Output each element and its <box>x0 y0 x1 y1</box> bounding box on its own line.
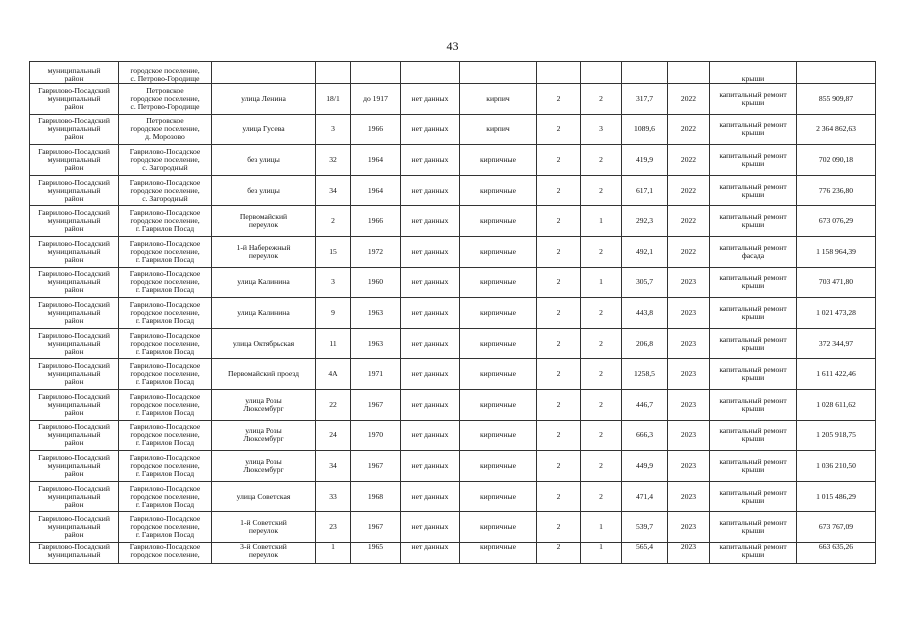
cell-entrances: 2 <box>581 298 622 329</box>
cell-settlement: Гаврилово-Посадское городское поселение, г. Гаврилов Посад <box>119 298 212 329</box>
cell-street: без улицы <box>212 145 316 176</box>
cell-floors: 2 <box>537 114 581 145</box>
cell-street: 1-й Набережный переулок <box>212 236 316 267</box>
cell-work: капитальный ремонт крыши <box>710 420 797 451</box>
cell-house: 9 <box>316 298 351 329</box>
cell-settlement: Гаврилово-Посадское городское поселение, с. Загородный <box>119 145 212 176</box>
cell-district: Гаврилово-Посадский муниципальный район <box>30 389 119 420</box>
cell-year2: нет данных <box>401 145 460 176</box>
table-row <box>30 145 876 176</box>
cell-material: кирпичные <box>460 542 537 563</box>
cell-area: 449,9 <box>622 451 668 482</box>
cell-material: кирпичные <box>460 451 537 482</box>
table-row <box>30 267 876 298</box>
cell-floors: 2 <box>537 512 581 543</box>
table-row <box>30 359 876 390</box>
cell-entrances: 2 <box>581 84 622 115</box>
cell-area <box>622 62 668 84</box>
cell-year2: нет данных <box>401 451 460 482</box>
cell-year: 1967 <box>351 389 401 420</box>
cell-settlement: Гаврилово-Посадское городское поселение, г. Гаврилов Посад <box>119 389 212 420</box>
table-row <box>30 542 876 563</box>
table-row <box>30 175 876 206</box>
cell-street: улица Гусева <box>212 114 316 145</box>
cell-street <box>212 62 316 84</box>
cell-street: 3-й Советский переулок <box>212 542 316 563</box>
cell-street: улица Розы Люксембург <box>212 389 316 420</box>
housing-repair-table <box>29 61 876 564</box>
cell-year2: нет данных <box>401 206 460 237</box>
cell-plan-year: 2022 <box>668 206 710 237</box>
cell-plan-year: 2023 <box>668 542 710 563</box>
cell-work: капитальный ремонт крыши <box>710 298 797 329</box>
cell-year: 1966 <box>351 206 401 237</box>
cell-plan-year: 2022 <box>668 114 710 145</box>
table-row <box>30 481 876 512</box>
cell-area: 446,7 <box>622 389 668 420</box>
cell-year2: нет данных <box>401 328 460 359</box>
cell-house: 15 <box>316 236 351 267</box>
cell-cost: 372 344,97 <box>797 328 876 359</box>
cell-house: 32 <box>316 145 351 176</box>
cell-entrances: 2 <box>581 389 622 420</box>
cell-plan-year: 2022 <box>668 236 710 267</box>
cell-plan-year: 2023 <box>668 267 710 298</box>
cell-street: Первомайский переулок <box>212 206 316 237</box>
cell-year2: нет данных <box>401 175 460 206</box>
cell-year2: нет данных <box>401 114 460 145</box>
cell-year: 1965 <box>351 542 401 563</box>
cell-street: улица Калинина <box>212 267 316 298</box>
cell-cost: 703 471,80 <box>797 267 876 298</box>
cell-plan-year: 2023 <box>668 512 710 543</box>
cell-work: капитальный ремонт крыши <box>710 175 797 206</box>
table-row <box>30 298 876 329</box>
cell-entrances: 2 <box>581 145 622 176</box>
cell-area: 539,7 <box>622 512 668 543</box>
cell-floors: 2 <box>537 481 581 512</box>
cell-plan-year: 2022 <box>668 175 710 206</box>
cell-year: 1970 <box>351 420 401 451</box>
cell-street: улица Розы Люксембург <box>212 420 316 451</box>
cell-area: 471,4 <box>622 481 668 512</box>
table-row <box>30 420 876 451</box>
cell-material: кирпичные <box>460 328 537 359</box>
cell-work: капитальный ремонт крыши <box>710 542 797 563</box>
cell-cost: 1 015 486,29 <box>797 481 876 512</box>
cell-material: кирпичные <box>460 236 537 267</box>
table-row <box>30 512 876 543</box>
cell-area: 292,3 <box>622 206 668 237</box>
cell-cost: 855 909,87 <box>797 84 876 115</box>
cell-house: 1 <box>316 542 351 563</box>
cell-street: без улицы <box>212 175 316 206</box>
cell-plan-year: 2023 <box>668 298 710 329</box>
cell-entrances: 1 <box>581 267 622 298</box>
cell-district: Гаврилово-Посадский муниципальный район <box>30 328 119 359</box>
cell-district: Гаврилово-Посадский муниципальный район <box>30 451 119 482</box>
cell-district: Гаврилово-Посадский муниципальный район <box>30 298 119 329</box>
cell-year: 1972 <box>351 236 401 267</box>
cell-entrances: 2 <box>581 328 622 359</box>
cell-material: кирпичные <box>460 175 537 206</box>
cell-street: улица Октябрьская <box>212 328 316 359</box>
cell-work: капитальный ремонт крыши <box>710 359 797 390</box>
table-row-partial-top <box>30 62 876 84</box>
cell-house: 2 <box>316 206 351 237</box>
cell-year2: нет данных <box>401 389 460 420</box>
cell-plan-year: 2023 <box>668 481 710 512</box>
cell-settlement: Гаврилово-Посадское городское поселение, г. Гаврилов Посад <box>119 359 212 390</box>
page-number: 43 <box>446 39 459 53</box>
cell-year2 <box>401 62 460 84</box>
cell-cost: 673 076,29 <box>797 206 876 237</box>
cell-material: кирпичные <box>460 512 537 543</box>
cell-area: 617,1 <box>622 175 668 206</box>
cell-year: 1968 <box>351 481 401 512</box>
cell-street: улица Калинина <box>212 298 316 329</box>
cell-district: Гаврилово-Посадский муниципальный район <box>30 175 119 206</box>
cell-floors: 2 <box>537 542 581 563</box>
cell-district: Гаврилово-Посадский муниципальный район <box>30 420 119 451</box>
cell-entrances: 1 <box>581 206 622 237</box>
cell-cost: 1 205 918,75 <box>797 420 876 451</box>
cell-floors: 2 <box>537 420 581 451</box>
cell-floors: 2 <box>537 206 581 237</box>
cell-house: 34 <box>316 175 351 206</box>
cell-material <box>460 62 537 84</box>
cell-area: 419,9 <box>622 145 668 176</box>
cell-work: капитальный ремонт крыши <box>710 389 797 420</box>
cell-house: 23 <box>316 512 351 543</box>
cell-year2: нет данных <box>401 298 460 329</box>
table-row <box>30 451 876 482</box>
cell-area: 317,7 <box>622 84 668 115</box>
cell-street: улица Ленина <box>212 84 316 115</box>
cell-material: кирпичные <box>460 389 537 420</box>
cell-street: 1-й Советский переулок <box>212 512 316 543</box>
cell-year2: нет данных <box>401 481 460 512</box>
cell-cost: 1 021 473,28 <box>797 298 876 329</box>
cell-street: улица Розы Люксембург <box>212 451 316 482</box>
cell-settlement: Гаврилово-Посадское городское поселение, г. Гаврилов Посад <box>119 481 212 512</box>
cell-floors <box>537 62 581 84</box>
cell-settlement: Гаврилово-Посадское городское поселение, г. Гаврилов Посад <box>119 328 212 359</box>
cell-street: Первомайский проезд <box>212 359 316 390</box>
cell-year <box>351 62 401 84</box>
cell-area: 305,7 <box>622 267 668 298</box>
cell-floors: 2 <box>537 359 581 390</box>
table-body <box>30 62 876 564</box>
cell-material: кирпичные <box>460 420 537 451</box>
cell-district: Гаврилово-Посадский муниципальный район <box>30 114 119 145</box>
cell-house: 22 <box>316 389 351 420</box>
cell-floors: 2 <box>537 298 581 329</box>
cell-plan-year: 2023 <box>668 451 710 482</box>
cell-material: кирпичные <box>460 267 537 298</box>
cell-work: капитальный ремонт крыши <box>710 451 797 482</box>
cell-work: капитальный ремонт крыши <box>710 206 797 237</box>
cell-settlement: Гаврилово-Посадское городское поселение, г. Гаврилов Посад <box>119 512 212 543</box>
cell-cost <box>797 62 876 84</box>
cell-work: капитальный ремонт крыши <box>710 267 797 298</box>
cell-floors: 2 <box>537 84 581 115</box>
cell-entrances: 2 <box>581 451 622 482</box>
cell-plan-year: 2023 <box>668 389 710 420</box>
cell-cost: 776 236,80 <box>797 175 876 206</box>
cell-year: 1971 <box>351 359 401 390</box>
cell-settlement: Петровское городское поселение, с. Петрово-Городище <box>119 84 212 115</box>
cell-cost: 2 364 862,63 <box>797 114 876 145</box>
table-row <box>30 206 876 237</box>
cell-area: 443,8 <box>622 298 668 329</box>
cell-year2: нет данных <box>401 420 460 451</box>
cell-floors: 2 <box>537 267 581 298</box>
cell-year: 1964 <box>351 175 401 206</box>
cell-entrances: 2 <box>581 420 622 451</box>
cell-plan-year <box>668 62 710 84</box>
cell-area: 1089,6 <box>622 114 668 145</box>
cell-material: кирпичные <box>460 145 537 176</box>
cell-house: 3 <box>316 114 351 145</box>
cell-floors: 2 <box>537 389 581 420</box>
cell-material: кирпичные <box>460 481 537 512</box>
cell-cost: 1 158 964,39 <box>797 236 876 267</box>
table-row <box>30 236 876 267</box>
cell-cost: 673 767,09 <box>797 512 876 543</box>
cell-district: Гаврилово-Посадский муниципальный район <box>30 359 119 390</box>
cell-material: кирпичные <box>460 298 537 329</box>
cell-material: кирпич <box>460 84 537 115</box>
cell-plan-year: 2023 <box>668 359 710 390</box>
cell-work: крыши <box>710 62 797 84</box>
cell-house <box>316 62 351 84</box>
cell-house: 33 <box>316 481 351 512</box>
cell-work: капитальный ремонт крыши <box>710 84 797 115</box>
cell-floors: 2 <box>537 175 581 206</box>
cell-work: капитальный ремонт крыши <box>710 114 797 145</box>
cell-district: Гаврилово-Посадский муниципальный район <box>30 236 119 267</box>
cell-year: 1963 <box>351 328 401 359</box>
cell-work: капитальный ремонт крыши <box>710 328 797 359</box>
cell-floors: 2 <box>537 328 581 359</box>
cell-entrances: 2 <box>581 359 622 390</box>
cell-street: улица Советская <box>212 481 316 512</box>
cell-settlement: Петровское городское поселение, д. Морозово <box>119 114 212 145</box>
cell-settlement: Гаврилово-Посадское городское поселение, г. Гаврилов Посад <box>119 451 212 482</box>
cell-cost: 663 635,26 <box>797 542 876 563</box>
cell-entrances: 1 <box>581 512 622 543</box>
cell-year: 1964 <box>351 145 401 176</box>
cell-year2: нет данных <box>401 542 460 563</box>
cell-year: 1966 <box>351 114 401 145</box>
cell-plan-year: 2022 <box>668 84 710 115</box>
cell-plan-year: 2023 <box>668 328 710 359</box>
cell-entrances: 2 <box>581 175 622 206</box>
cell-plan-year: 2022 <box>668 145 710 176</box>
cell-cost: 1 611 422,46 <box>797 359 876 390</box>
cell-settlement: Гаврилово-Посадское городское поселение, <box>119 542 212 563</box>
cell-work: капитальный ремонт крыши <box>710 481 797 512</box>
cell-entrances: 2 <box>581 481 622 512</box>
cell-cost: 702 090,18 <box>797 145 876 176</box>
cell-house: 11 <box>316 328 351 359</box>
cell-cost: 1 028 611,62 <box>797 389 876 420</box>
cell-settlement: городское поселение, с. Петрово-Городище <box>119 62 212 84</box>
cell-year: 1960 <box>351 267 401 298</box>
cell-house: 18/1 <box>316 84 351 115</box>
cell-area: 666,3 <box>622 420 668 451</box>
cell-year2: нет данных <box>401 267 460 298</box>
cell-district: Гаврилово-Посадский муниципальный <box>30 542 119 563</box>
cell-entrances: 3 <box>581 114 622 145</box>
cell-house: 34 <box>316 451 351 482</box>
cell-entrances: 2 <box>581 236 622 267</box>
cell-district: муниципальный район <box>30 62 119 84</box>
cell-work: капитальный ремонт крыши <box>710 145 797 176</box>
table-row <box>30 114 876 145</box>
cell-entrances <box>581 62 622 84</box>
cell-year2: нет данных <box>401 84 460 115</box>
cell-district: Гаврилово-Посадский муниципальный район <box>30 512 119 543</box>
table-row <box>30 84 876 115</box>
cell-district: Гаврилово-Посадский муниципальный район <box>30 145 119 176</box>
cell-district: Гаврилово-Посадский муниципальный район <box>30 206 119 237</box>
cell-year: 1967 <box>351 451 401 482</box>
cell-settlement: Гаврилово-Посадское городское поселение, г. Гаврилов Посад <box>119 236 212 267</box>
cell-year: до 1917 <box>351 84 401 115</box>
cell-year: 1967 <box>351 512 401 543</box>
cell-year: 1963 <box>351 298 401 329</box>
cell-year2: нет данных <box>401 512 460 543</box>
cell-settlement: Гаврилово-Посадское городское поселение, г. Гаврилов Посад <box>119 267 212 298</box>
cell-work: капитальный ремонт крыши <box>710 512 797 543</box>
cell-area: 565,4 <box>622 542 668 563</box>
cell-plan-year: 2023 <box>668 420 710 451</box>
cell-floors: 2 <box>537 236 581 267</box>
cell-entrances: 1 <box>581 542 622 563</box>
cell-district: Гаврилово-Посадский муниципальный район <box>30 84 119 115</box>
cell-floors: 2 <box>537 145 581 176</box>
cell-district: Гаврилово-Посадский муниципальный район <box>30 481 119 512</box>
cell-area: 206,8 <box>622 328 668 359</box>
table-row <box>30 389 876 420</box>
cell-settlement: Гаврилово-Посадское городское поселение, г. Гаврилов Посад <box>119 206 212 237</box>
cell-area: 1258,5 <box>622 359 668 390</box>
cell-area: 492,1 <box>622 236 668 267</box>
cell-settlement: Гаврилово-Посадское городское поселение, с. Загородный <box>119 175 212 206</box>
cell-year2: нет данных <box>401 236 460 267</box>
cell-cost: 1 036 210,50 <box>797 451 876 482</box>
cell-house: 3 <box>316 267 351 298</box>
cell-floors: 2 <box>537 451 581 482</box>
table-row <box>30 328 876 359</box>
cell-settlement: Гаврилово-Посадское городское поселение, г. Гаврилов Посад <box>119 420 212 451</box>
cell-work: капитальный ремонт фасада <box>710 236 797 267</box>
cell-material: кирпич <box>460 114 537 145</box>
cell-house: 24 <box>316 420 351 451</box>
cell-year2: нет данных <box>401 359 460 390</box>
cell-house: 4А <box>316 359 351 390</box>
cell-district: Гаврилово-Посадский муниципальный район <box>30 267 119 298</box>
cell-material: кирпичные <box>460 206 537 237</box>
cell-material: кирпичные <box>460 359 537 390</box>
